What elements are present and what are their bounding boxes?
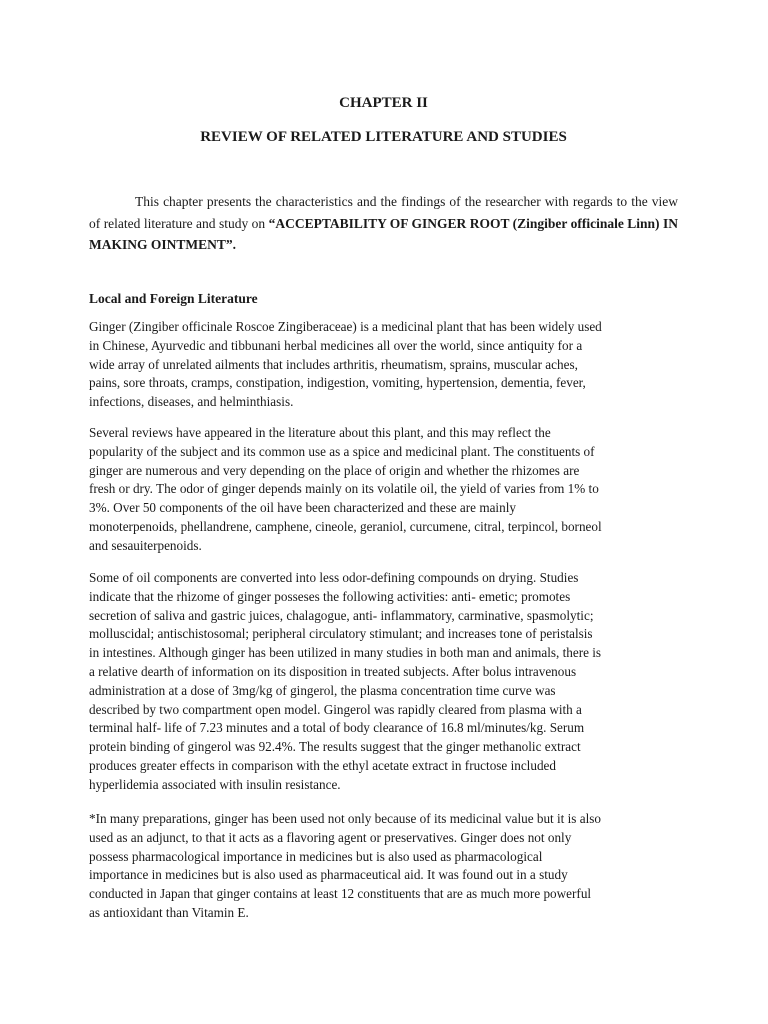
section-heading: Local and Foreign Literature xyxy=(89,291,258,306)
paragraph-line: protein binding of gingerol was 92.4%. The results suggest that the ginger methanolic extract xyxy=(89,739,581,755)
paragraph-line: indicate that the rhizome of ginger posseses the following activities: anti- emetic; promotes xyxy=(89,588,571,604)
study-title: “ACCEPTABILITY OF GINGER ROOT (Zingiber officinale Linn) IN MAKING OINTMENT”. xyxy=(89,215,678,252)
paragraph-line: in intestines. Although ginger has been utilized in many studies in both man and animals, there is xyxy=(89,645,602,661)
paragraph-line: fresh or dry. The odor of ginger depends mainly on its volatile oil, the yield of varies from 1% to xyxy=(89,481,599,497)
paragraph-ginger-overview xyxy=(89,318,681,412)
paragraph-line: wide array of unrelated ailments that includes arthritis, rheumatism, sprains, muscular aches, xyxy=(89,356,578,372)
paragraph-preparations xyxy=(89,810,681,923)
intro-paragraph xyxy=(89,191,678,256)
paragraph-line: *In many preparations, ginger has been used not only because of its medicinal value but it is also xyxy=(89,811,601,826)
paragraph-line: popularity of the subject and its common use as a spice and medicinal plant. The constituents of xyxy=(89,443,595,459)
chapter-title: REVIEW OF RELATED LITERATURE AND STUDIES xyxy=(200,129,567,145)
paragraph-line: described by two compartment open model. Gingerol was rapidly cleared from plasma with a xyxy=(89,701,582,717)
paragraph-line: ginger are numerous and very depending on the place of origin and whether the rhizomes are xyxy=(89,462,580,478)
paragraph-constituents xyxy=(89,424,681,556)
intro-text: This chapter presents the characteristics and the findings of the researcher with regards to the view of related literature and study on xyxy=(89,194,678,231)
paragraph-line: molluscidal; antischistosomal; peripheral circulatory stimulant; and increases tone of peristalsis xyxy=(89,626,593,642)
paragraph-pharmacology xyxy=(89,569,681,795)
paragraph-line: Ginger (Zingiber officinale Roscoe Zingiberaceae) is a medicinal plant that has been widely used xyxy=(89,319,602,334)
paragraph-line: pains, sore throats, cramps, constipation, indigestion, vomiting, hypertension, dementia, fever, xyxy=(89,375,586,391)
paragraph-line: monoterpenoids, phellandrene, camphene, cineole, geraniol, curcumene, citral, terpincol, borneol xyxy=(89,518,602,534)
paragraph-line: Some of oil components are converted into less odor-defining compounds on drying. Studies xyxy=(89,570,579,585)
paragraph-line: a relative dearth of information on its disposition in treated subjects. After bolus intravenous xyxy=(89,663,577,679)
paragraph-line: produces greater effects in comparison with the ethyl acetate extract in fructose included xyxy=(89,757,556,773)
paragraph-line: conducted in Japan that ginger contains at least 12 constituents that are as much more powerful xyxy=(89,886,592,902)
chapter-label: CHAPTER II xyxy=(339,95,428,111)
paragraph-line: secretion of saliva and gastric juices, chalagogue, anti- inflammatory, carminative, spasmolytic; xyxy=(89,607,594,623)
paragraph-line: and sesauiterpenoids. xyxy=(89,537,202,553)
paragraph-line: possess pharmacological importance in medicines but is also used as pharmacological xyxy=(89,848,543,864)
paragraph-line: used as an adjunct, to that it acts as a flavoring agent or preservatives. Ginger does not only xyxy=(89,829,572,845)
paragraph-line: as antioxidant than Vitamin E. xyxy=(89,904,249,920)
paragraph-line: Several reviews have appeared in the literature about this plant, and this may reflect the xyxy=(89,425,551,440)
paragraph-line: 3%. Over 50 components of the oil have been characterized and these are mainly xyxy=(89,500,516,516)
paragraph-line: in Chinese, Ayurvedic and tibbunani herbal medicines all over the world, since antiquity for a xyxy=(89,337,583,353)
paragraph-line: infections, diseases, and helminthiasis. xyxy=(89,394,294,410)
paragraph-line: importance in medicines but is also used as pharmaceutical aid. It was found out in a study xyxy=(89,867,568,883)
paragraph-line: administration at a dose of 3mg/kg of gingerol, the plasma concentration time curve was xyxy=(89,682,556,698)
paragraph-line: hyperlidemia associated with insulin resistance. xyxy=(89,776,341,792)
paragraph-line: terminal half- life of 7.23 minutes and a total of body clearance of 16.8 ml/minutes/kg. Serum xyxy=(89,720,585,736)
